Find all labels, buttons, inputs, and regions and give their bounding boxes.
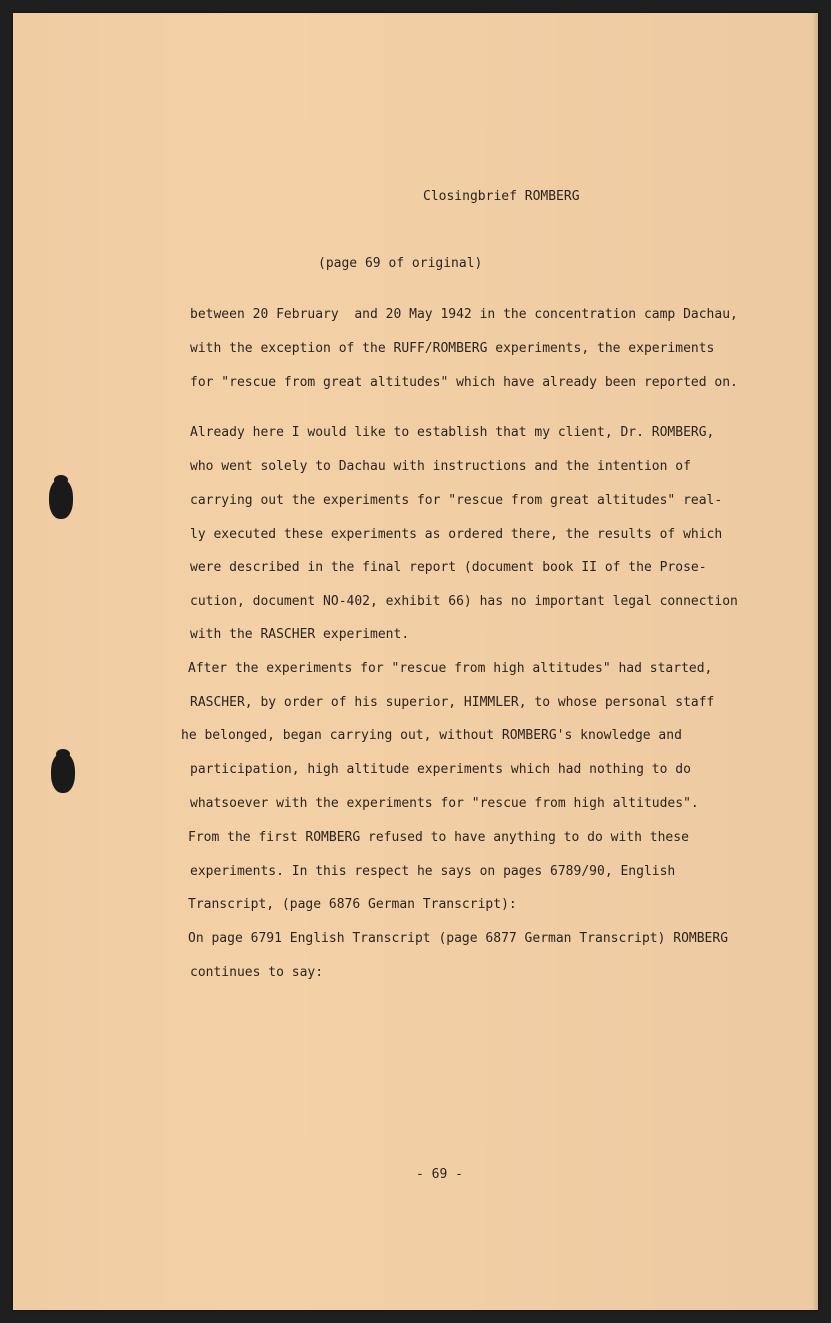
body-line: participation, high altitude experiments which had nothing to do <box>190 762 691 777</box>
body-line: ly executed these experiments as ordered there, the results of which <box>190 527 723 542</box>
page-title: Closingbrief ROMBERG <box>423 189 580 204</box>
body-line: were described in the final report (document book II of the Prose- <box>190 560 707 575</box>
body-line: On page 6791 English Transcript (page 6877 German Transcript) ROMBERG <box>188 931 729 946</box>
body-line: RASCHER, by order of his superior, HIMMLER, to whose personal staff <box>190 695 715 710</box>
body-line: Already here I would like to establish that my client, Dr. ROMBERG, <box>190 425 715 440</box>
body-line: whatsoever with the experiments for "rescue from high altitudes". <box>190 796 699 811</box>
body-line: who went solely to Dachau with instructions and the intention of <box>190 459 691 474</box>
body-line: continues to say: <box>190 965 324 980</box>
body-line: experiments. In this respect he says on pages 6789/90, English <box>190 864 676 879</box>
body-line: between 20 February and 20 May 1942 in the concentration camp Dachau, <box>190 307 738 322</box>
body-line: carrying out the experiments for "rescue from great altitudes" real- <box>190 493 723 508</box>
page-subtitle: (page 69 of original) <box>318 256 483 271</box>
document-page <box>13 13 818 1310</box>
body-line: for "rescue from great altitudes" which have already been reported on. <box>190 375 738 390</box>
body-line: From the first ROMBERG refused to have anything to do with these <box>188 830 689 845</box>
body-line: Transcript, (page 6876 German Transcript): <box>188 897 517 912</box>
body-line: After the experiments for "rescue from high altitudes" had started, <box>188 661 713 676</box>
punch-hole <box>51 753 75 793</box>
punch-hole <box>49 479 73 519</box>
body-line: with the RASCHER experiment. <box>190 627 410 642</box>
body-line: with the exception of the RUFF/ROMBERG experiments, the experiments <box>190 341 715 356</box>
body-line: cution, document NO-402, exhibit 66) has no important legal connection <box>190 594 738 609</box>
page-edge-shade <box>812 13 818 1310</box>
page-number: - 69 - <box>416 1167 463 1182</box>
body-line: he belonged, began carrying out, without ROMBERG's knowledge and <box>181 728 682 743</box>
